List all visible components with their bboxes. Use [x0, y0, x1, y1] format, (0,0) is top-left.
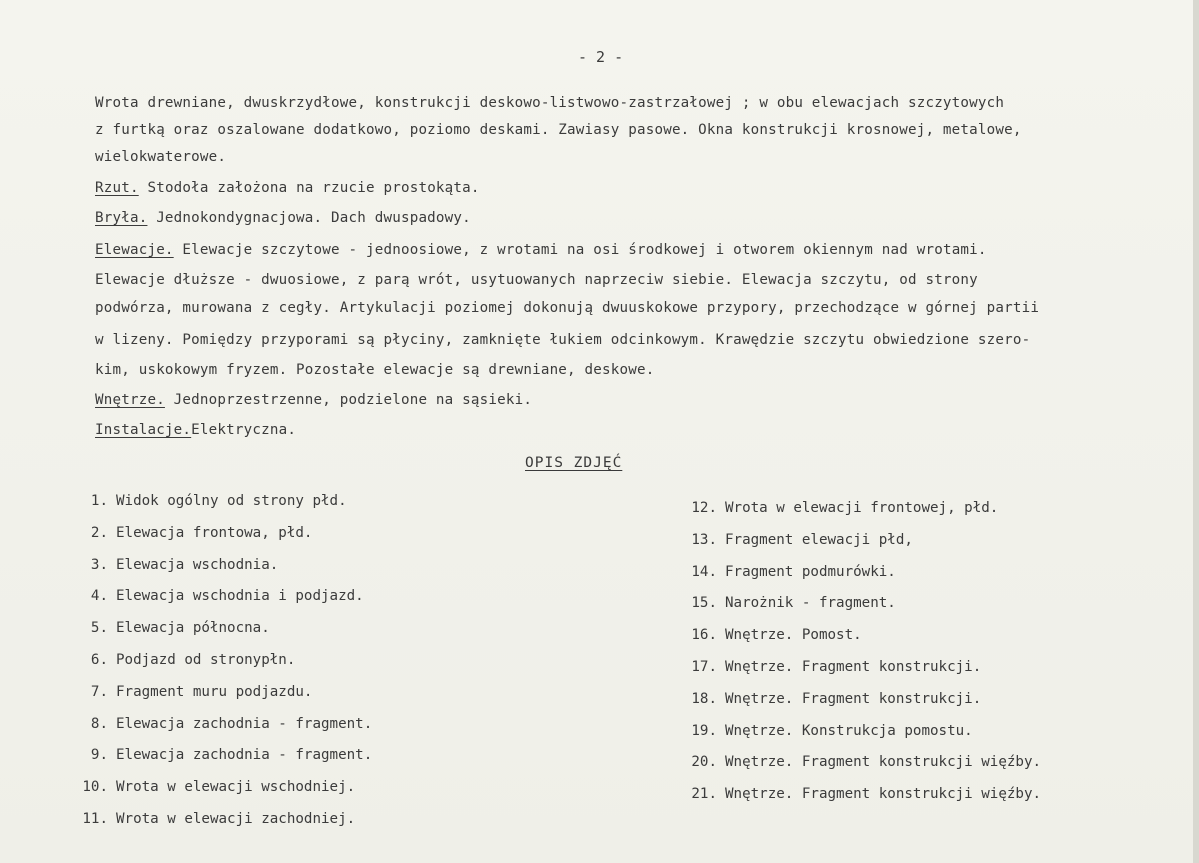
list-item	[78, 620, 372, 652]
item-number: 4.	[90, 588, 108, 605]
item-number: 16.	[691, 627, 717, 644]
item-number: 1.	[90, 493, 108, 509]
section-text: Elektryczna.	[191, 422, 297, 438]
paragraph-line	[95, 362, 1185, 378]
item-number: 15.	[691, 595, 717, 612]
paragraph-line	[95, 300, 1185, 316]
item-text: Elewacja frontowa, płd.	[116, 524, 313, 541]
section-rzut	[95, 180, 1185, 196]
item-number: 3.	[90, 556, 108, 573]
paragraph-text: wielokwaterowe.	[95, 149, 227, 165]
item-text: Fragment elewacji płd,	[725, 531, 913, 548]
item-text: Wnętrze. Fragment konstrukcji.	[725, 690, 982, 707]
list-item	[78, 557, 372, 589]
photo-list-right	[685, 500, 1041, 818]
paragraph-line	[95, 149, 1185, 165]
list-item	[685, 659, 1041, 691]
paragraph-line	[95, 122, 1185, 138]
item-number: 14.	[691, 563, 717, 580]
item-number: 5.	[90, 620, 108, 637]
item-number: 21.	[691, 786, 717, 803]
list-item	[685, 723, 1041, 755]
section-label: Elewacje.	[95, 242, 174, 258]
item-number: 9.	[90, 747, 108, 764]
list-item	[78, 811, 372, 843]
item-number: 11.	[82, 810, 108, 827]
item-number: 10.	[82, 779, 108, 796]
item-number: 20.	[691, 754, 717, 771]
item-text: Wnętrze. Konstrukcja pomostu.	[725, 722, 973, 739]
item-number: 7.	[90, 683, 108, 700]
list-item	[685, 627, 1041, 659]
list-item	[78, 652, 372, 684]
list-item	[685, 532, 1041, 564]
section-text: Jednoprzestrzenne, podzielone na sąsieki.	[164, 392, 533, 408]
list-item	[685, 500, 1041, 532]
paragraph-text: z furtką oraz oszalowane dodatkowo, poziomo deskami. Zawiasy pasowe. Okna konstrukcji krosnowej, metalowe,	[95, 122, 1022, 138]
paragraph-text: w lizeny. Pomiędzy przyporami są płyciny, zamknięte łukiem odcinkowym. Krawędzie szczytu obwiedzione szero-	[95, 332, 1031, 348]
list-item	[78, 779, 372, 811]
list-item	[685, 691, 1041, 723]
item-number: 17.	[691, 658, 717, 675]
list-item	[78, 588, 372, 620]
list-item	[685, 786, 1041, 818]
item-text: Fragment muru podjazdu.	[116, 683, 313, 700]
section-label: Wnętrze.	[95, 392, 165, 408]
item-number: 18.	[691, 690, 717, 707]
section-instalacje	[95, 422, 1185, 438]
page-number: - 2 -	[578, 48, 624, 66]
item-number: 6.	[90, 651, 108, 668]
section-label: Bryła.	[95, 210, 148, 226]
item-text: Wrota w elewacji frontowej, płd.	[725, 500, 999, 516]
photo-list-heading: OPIS ZDJĘĆ	[525, 455, 623, 471]
list-item	[78, 493, 372, 525]
section-text: Jednokondygnacjowa. Dach dwuspadowy.	[147, 210, 471, 226]
paragraph-text: Wrota drewniane, dwuskrzydłowe, konstrukcji deskowo-listwowo-zastrzałowej ; w obu elewacjach szczytowych	[95, 95, 1005, 111]
paragraph-line	[95, 272, 1185, 288]
item-text: Elewacja północna.	[116, 620, 270, 637]
list-item	[78, 525, 372, 557]
item-number: 13.	[691, 531, 717, 548]
section-label: Instalacje.	[95, 422, 192, 438]
list-item	[78, 747, 372, 779]
item-text: Wnętrze. Pomost.	[725, 627, 862, 644]
item-text: Wnętrze. Fragment konstrukcji.	[725, 658, 982, 675]
list-item	[78, 684, 372, 716]
item-text: Wnętrze. Fragment konstrukcji więźby.	[725, 786, 1042, 803]
section-text: Elewacje szczytowe - jednoosiowe, z wrotami na osi środkowej i otworem okiennym nad wrotami.	[173, 242, 987, 258]
section-elewacje	[95, 242, 1185, 258]
item-text: Elewacja zachodnia - fragment.	[116, 715, 373, 732]
section-label: Rzut.	[95, 180, 139, 196]
item-text: Fragment podmurówki.	[725, 563, 896, 580]
photo-list-left	[78, 493, 372, 843]
item-text: Wrota w elewacji wschodniej.	[116, 779, 356, 796]
section-bryla	[95, 210, 1185, 226]
list-item	[685, 564, 1041, 596]
item-text: Elewacja zachodnia - fragment.	[116, 747, 373, 764]
paragraph-line	[95, 332, 1185, 348]
item-number: 2.	[90, 524, 108, 541]
paragraph-text: kim, uskokowym fryzem. Pozostałe elewacje są drewniane, deskowe.	[95, 362, 655, 378]
item-text: Widok ogólny od strony płd.	[116, 493, 347, 509]
list-item	[685, 595, 1041, 627]
paragraph-text: Elewacje dłuższe - dwuosiowe, z parą wrót, usytuowanych naprzeciw siebie. Elewacja szczytu, od strony	[95, 272, 978, 288]
item-number: 12.	[691, 500, 717, 516]
item-number: 19.	[691, 722, 717, 739]
item-number: 8.	[90, 715, 108, 732]
list-item	[685, 754, 1041, 786]
paragraph-line	[95, 95, 1185, 111]
item-text: Narożnik - fragment.	[725, 595, 896, 612]
paragraph-text: podwórza, murowana z cegły. Artykulacji poziomej dokonują dwuuskokowe przypory, przechodzące w górnej partii	[95, 300, 1040, 316]
section-wnetrze	[95, 392, 1185, 408]
section-text: Stodoła założona na rzucie prostokąta.	[138, 180, 480, 196]
item-text: Elewacja wschodnia i podjazd.	[116, 588, 364, 605]
page-edge	[1193, 0, 1199, 863]
list-item	[78, 716, 372, 748]
item-text: Wnętrze. Fragment konstrukcji więźby.	[725, 754, 1042, 771]
item-text: Podjazd od stronypłn.	[116, 651, 296, 668]
item-text: Elewacja wschodnia.	[116, 556, 279, 573]
item-text: Wrota w elewacji zachodniej.	[116, 810, 356, 827]
